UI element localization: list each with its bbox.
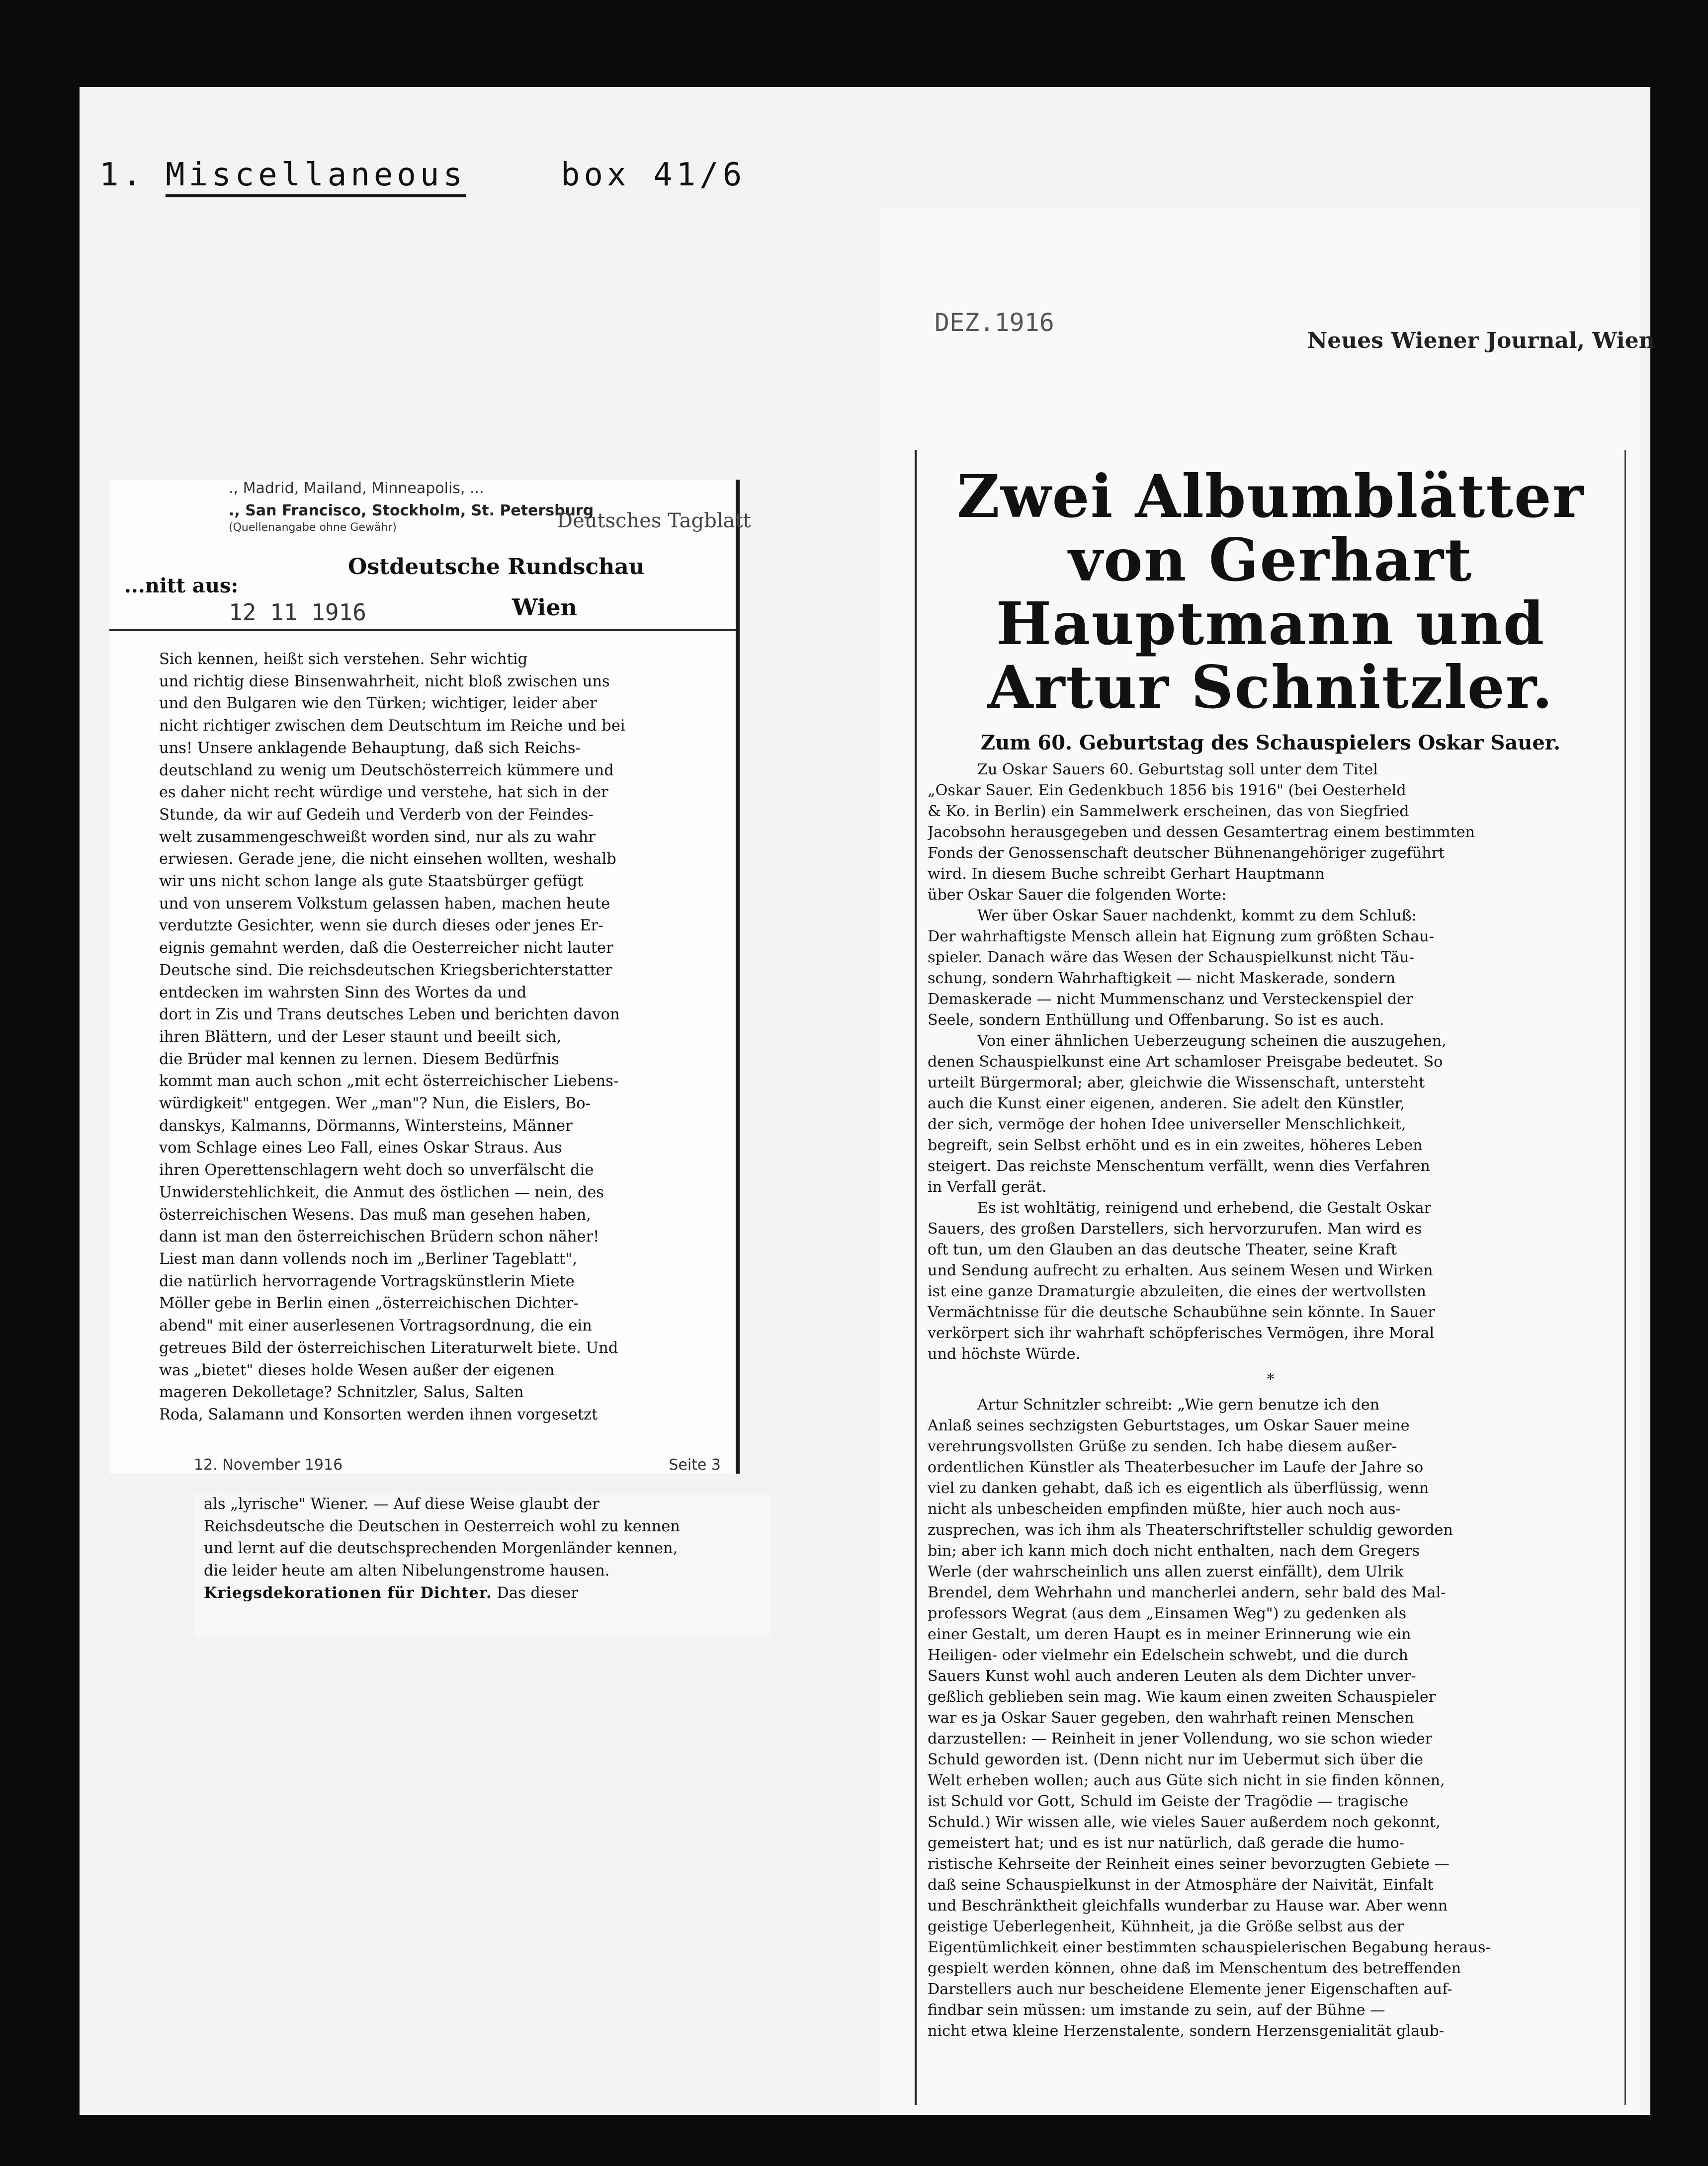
text-line: kommt man auch schon „mit echt österreichischer Liebens-: [159, 1073, 619, 1090]
publication-stamp: Neues Wiener Journal, Wien: [1307, 328, 1655, 353]
caption-rest: Das dieser: [497, 1584, 578, 1602]
text-line: wird. In diesem Buche schreibt Gerhart Hauptmann: [928, 865, 1325, 883]
text-line: Zu Oskar Sauers 60. Geburtstag soll unter dem Titel: [977, 761, 1378, 778]
text-line: Sauers Kunst wohl auch anderen Leuten als dem Dichter unver-: [928, 1667, 1416, 1685]
text-line: Der wahrhaftigste Mensch allein hat Eignung zum größten Schau-: [928, 928, 1434, 945]
text-line: denen Schauspielkunst eine Art schamloser Preisgabe bedeutet. So: [928, 1053, 1443, 1071]
category-name: Miscellaneous: [166, 157, 466, 197]
ausgabe-label: ...nitt aus:: [124, 574, 239, 597]
text-line: deutschland zu wenig um Deutschösterreich kümmere und: [159, 761, 614, 779]
text-line: entdecken im wahrsten Sinn des Wortes da und: [159, 984, 527, 1001]
text-line: urteilt Bürgermoral; aber, gleichwie die Wissenschaft, untersteht: [928, 1074, 1425, 1091]
text-line: die leider heute am alten Nibelungenstrome hausen.: [204, 1562, 610, 1580]
text-line: der sich, vermöge der hohen Idee universeller Menschlichkeit,: [928, 1116, 1406, 1133]
text-line: Vermächtnisse für die deutsche Schaubühne sein könnte. In Sauer: [928, 1304, 1435, 1321]
text-line: verehrungsvollsten Grüße zu senden. Ich habe diesem außer-: [928, 1438, 1397, 1455]
text-line: getreues Bild der österreichischen Literaturwelt biete. Und: [159, 1339, 618, 1357]
text-line: ihren Operettenschlagern weht doch so unverfälscht die: [159, 1162, 594, 1179]
text-line: über Oskar Sauer die folgenden Worte:: [928, 886, 1227, 904]
text-line: *: [1267, 1371, 1275, 1388]
text-line: Unwiderstehlichkeit, die Anmut des östlichen — nein, des: [159, 1183, 604, 1201]
text-line: eignis gemahnt werden, daß die Oesterreicher nicht lauter: [159, 939, 613, 957]
text-line: würdigkeit" entgegen. Wer „man"? Nun, die Eislers, Bo-: [159, 1095, 591, 1113]
text-line: mageren Dekolletage? Schnitzler, Salus, Salten: [159, 1384, 524, 1402]
footer-page: Seite 3: [669, 1456, 721, 1474]
clipping-date: 12 11 1916: [229, 599, 366, 626]
text-line: Welt erheben wollen; auch aus Güte sich nicht in sie finden können,: [928, 1772, 1445, 1789]
text-line: und lernt auf die deutschsprechenden Morgenländer kennen,: [204, 1540, 678, 1557]
text-line: danskys, Kalmanns, Dörmanns, Wintersteins, Männer: [159, 1117, 573, 1135]
text-line: in Verfall gerät.: [928, 1178, 1047, 1196]
text-line: Darstellers auch nur bescheidene Elemente jener Eigenschaften auf-: [928, 1981, 1452, 1998]
text-line: Roda, Salamann und Konsorten werden ihnen vorgesetzt: [159, 1406, 598, 1423]
text-line: ristische Kehrseite der Reinheit eines seiner bevorzugten Gebiete —: [928, 1855, 1450, 1873]
text-line: oft tun, um den Glauben an das deutsche Theater, seine Kraft: [928, 1241, 1397, 1258]
text-line: Schuld geworden ist. (Denn nicht nur im Uebermut sich über die: [928, 1751, 1423, 1768]
text-line: Artur Schnitzler schreibt: „Wie gern benutze ich den: [977, 1396, 1380, 1414]
overlay-title: Deutsches Tagblatt: [557, 509, 751, 532]
text-line: Seele, sondern Enthüllung und Offenbarung. So ist es auch.: [928, 1011, 1384, 1029]
text-line: viel zu danken gehabt, daß ich es eigentlich als überflüssig, wenn: [928, 1480, 1429, 1497]
category-label: [99, 157, 466, 197]
text-line: vom Schlage eines Leo Fall, eines Oskar Straus. Aus: [159, 1139, 562, 1157]
left-clipping: [109, 480, 751, 1474]
text-line: die Brüder mal kennen zu lernen. Diesem Bedürfnis: [159, 1050, 559, 1068]
text-line: dort in Zis und Trans deutsches Leben und berichten davon: [159, 1006, 620, 1024]
text-line: professors Wegrat (aus dem „Einsamen Weg") zu gedenken als: [928, 1605, 1407, 1622]
text-line: geßlich geblieben sein mag. Wie kaum einen zweiten Schauspieler: [928, 1688, 1436, 1706]
text-line: & Ko. in Berlin) ein Sammelwerk erscheinen, das von Siegfried: [928, 803, 1409, 820]
text-line: wir uns nicht schon lange als gute Staatsbürger gefügt: [159, 873, 584, 891]
text-line: war es ja Oskar Sauer gegeben, den wahrhaft reinen Menschen: [928, 1709, 1414, 1727]
text-line: ist eine ganze Dramaturgie abzuleiten, die eines der wertvollsten: [928, 1283, 1426, 1300]
section-caption: Kriegsdekorationen für Dichter.: [204, 1584, 492, 1602]
text-line: Anlaß seines sechzigsten Geburtstages, um Oskar Sauer meine: [928, 1417, 1410, 1434]
article-subhead: Zum 60. Geburtstag des Schauspielers Oskar Sauer.: [980, 731, 1561, 754]
text-line: welt zusammengeschweißt worden sind, nur als zu wahr: [159, 828, 596, 846]
text-line: geistige Ueberlegenheit, Kühnheit, ja die Größe selbst aus der: [928, 1918, 1404, 1935]
archive-sheet: [80, 87, 1655, 2115]
footer-date: 12. November 1916: [194, 1456, 343, 1474]
text-line: was „bietet" dieses holde Wesen außer der eigenen: [159, 1361, 555, 1379]
text-line: Reichsdeutsche die Deutschen in Oesterreich wohl zu kennen: [204, 1517, 680, 1535]
text-line: es daher nicht recht würdige und verstehe, hat sich in der: [159, 784, 608, 802]
text-line: und Sendung aufrecht zu erhalten. Aus seinem Wesen und Wirken: [928, 1262, 1433, 1279]
text-line: Es ist wohltätig, reinigend und erhebend, die Gestalt Oskar: [977, 1199, 1432, 1217]
text-line: und richtig diese Binsenwahrheit, nicht bloß zwischen uns: [159, 672, 610, 690]
archive-header: [99, 157, 944, 197]
text-line: zusprechen, was ich ihm als Theaterschriftsteller schuldig geworden: [928, 1521, 1453, 1539]
text-line: Werle (der wahrscheinlich uns allen zuerst einfällt), dem Ulrik: [928, 1563, 1404, 1581]
text-line: ihren Blättern, und der Leser staunt und beeilt sich,: [159, 1028, 562, 1046]
text-line: und den Bulgaren wie den Türken; wichtiger, leider aber: [159, 695, 597, 713]
text-line: Schuld.) Wir wissen alle, wie vieles Sauer außerdem noch gekonnt,: [928, 1814, 1441, 1831]
text-line: die natürlich hervorragende Vortragskünstlerin Miete: [159, 1272, 575, 1290]
text-line: ordentlichen Künstler als Theaterbesucher im Laufe der Jahre so: [928, 1459, 1424, 1476]
text-line: Fonds der Genossenschaft deutscher Bühnenangehöriger zugeführt: [928, 844, 1445, 862]
text-line: einer Gestalt, um deren Haupt es in meiner Erinnerung wie ein: [928, 1626, 1411, 1643]
divider: [109, 629, 736, 631]
text-line: Wer über Oskar Sauer nachdenkt, kommt zu dem Schluß:: [977, 907, 1417, 924]
date-stamp: DEZ.1916: [935, 308, 1054, 337]
text-line: als „lyrische" Wiener. — Auf diese Weise glaubt der: [204, 1496, 599, 1513]
text-line: Deutsche sind. Die reichsdeutschen Kriegsberichterstatter: [159, 961, 612, 979]
cities-line-1: ., Madrid, Mailand, Minneapolis, ...: [229, 480, 484, 497]
text-line: begreift, sein Selbst erhöht und es in ein zweites, höheres Leben: [928, 1137, 1423, 1154]
text-line: bin; aber ich kann mich doch nicht enthalten, nach dem Gregers: [928, 1542, 1420, 1560]
text-line: dann ist man den österreichischen Brüdern schon näher!: [159, 1228, 599, 1246]
text-line: schung, sondern Wahrhaftigkeit — nicht Maskerade, sondern: [928, 970, 1396, 987]
article: [915, 450, 1626, 2105]
source-note: (Quellenangabe ohne Gewähr): [229, 521, 397, 534]
text-line: darzustellen: — Reinheit in jener Vollendung, wo sie schon wieder: [928, 1730, 1433, 1748]
category-number: 1.: [99, 157, 146, 193]
text-line: Eigentümlichkeit einer bestimmten schauspielerischen Begabung heraus-: [928, 1939, 1491, 1956]
left-clipping-continuation: [194, 1494, 770, 1638]
text-line: und Beschränktheit gleichfalls wunderbar zu Hause war. Aber wenn: [928, 1897, 1448, 1915]
text-line: Stunde, da wir auf Gedeih und Verderb von der Feindes-: [159, 806, 594, 824]
article-body: [928, 759, 1614, 2166]
text-line: erwiesen. Gerade jene, die nicht einsehen wollten, weshalb: [159, 850, 616, 868]
continuation-body: [204, 1494, 770, 1582]
text-line: findbar sein müssen: um imstande zu sein, auf der Bühne —: [928, 2001, 1385, 2019]
text-line: Brendel, dem Wehrhahn und mancherlei andern, sehr bald des Mal-: [928, 1584, 1446, 1601]
text-line: nicht als unbescheiden empfinden müßte, hier auch noch aus-: [928, 1500, 1401, 1518]
text-line: nicht richtiger zwischen dem Deutschtum im Reiche und bei: [159, 717, 625, 735]
text-line: verdutzte Gesichter, wenn sie durch dieses oder jenes Er-: [159, 917, 603, 935]
right-clipping: [880, 209, 1655, 2115]
text-line: gemeistert hat; und es ist nur natürlich, daß gerade die humo-: [928, 1834, 1404, 1852]
text-line: verkörpert sich ihr wahrhaft schöpferisches Vermögen, ihre Moral: [928, 1325, 1435, 1342]
text-line: Liest man dann vollends noch im „Berliner Tageblatt",: [159, 1250, 578, 1268]
cities-line-2: ., San Francisco, Stockholm, St. Petersburg: [229, 502, 594, 519]
text-line: steigert. Das reichste Menschentum verfällt, wenn dies Verfahren: [928, 1158, 1430, 1175]
text-line: gespielt werden können, ohne daß im Menschentum des betreffenden: [928, 1960, 1461, 1977]
text-line: spieler. Danach wäre das Wesen der Schauspielkunst nicht Täu-: [928, 949, 1414, 966]
text-line: ist Schuld vor Gott, Schuld im Geiste der Tragödie — tragische: [928, 1793, 1409, 1810]
publication-city: Wien: [512, 594, 578, 621]
text-line: auch die Kunst einer eigenen, anderen. Sie adelt den Künstler,: [928, 1095, 1405, 1112]
text-line: Demaskerade — nicht Mummenschanz und Versteckenspiel der: [928, 991, 1413, 1008]
text-line: Sauers, des großen Darstellers, sich hervorzurufen. Man wird es: [928, 1220, 1422, 1238]
text-line: nicht etwa kleine Herzenstalente, sondern Herzensgenialität glaub-: [928, 2022, 1445, 2040]
text-line: Sich kennen, heißt sich verstehen. Sehr wichtig: [159, 651, 528, 668]
article-title: Zwei Albumblätter von Gerhart Hauptmann und Artur Schnitzler.: [956, 462, 1585, 722]
text-line: daß seine Schauspielkunst in der Atmosphäre der Naivität, Einfalt: [928, 1876, 1434, 1894]
box-label: box 41/6: [560, 157, 746, 193]
clipping-footer: [194, 1456, 721, 1474]
text-line: Heiligen- oder vielmehr ein Edelschein schwebt, und die durch: [928, 1647, 1408, 1664]
text-line: und von unserem Volkstum gelassen haben, machen heute: [159, 895, 610, 913]
publication-name: Ostdeutsche Rundschau: [348, 554, 645, 580]
text-line: Von einer ähnlichen Ueberzeugung scheinen die auszugehen,: [977, 1032, 1447, 1050]
text-line: Jacobsohn herausgegeben und dessen Gesamtertrag einem bestimmten: [928, 824, 1475, 841]
article-body: [159, 649, 726, 1426]
text-line: „Oskar Sauer. Ein Gedenkbuch 1856 bis 1916" (bei Oesterheld: [928, 782, 1406, 799]
text-line: und höchste Würde.: [928, 1345, 1081, 1363]
text-line: abend" mit einer auserlesenen Vortragsordnung, die ein: [159, 1317, 592, 1335]
text-line: uns! Unsere anklagende Behauptung, daß sich Reichs-: [159, 739, 581, 757]
text-line: Möller gebe in Berlin einen „österreichischen Dichter-: [159, 1295, 579, 1313]
text-line: österreichischen Wesens. Das muß man gesehen haben,: [159, 1206, 591, 1224]
